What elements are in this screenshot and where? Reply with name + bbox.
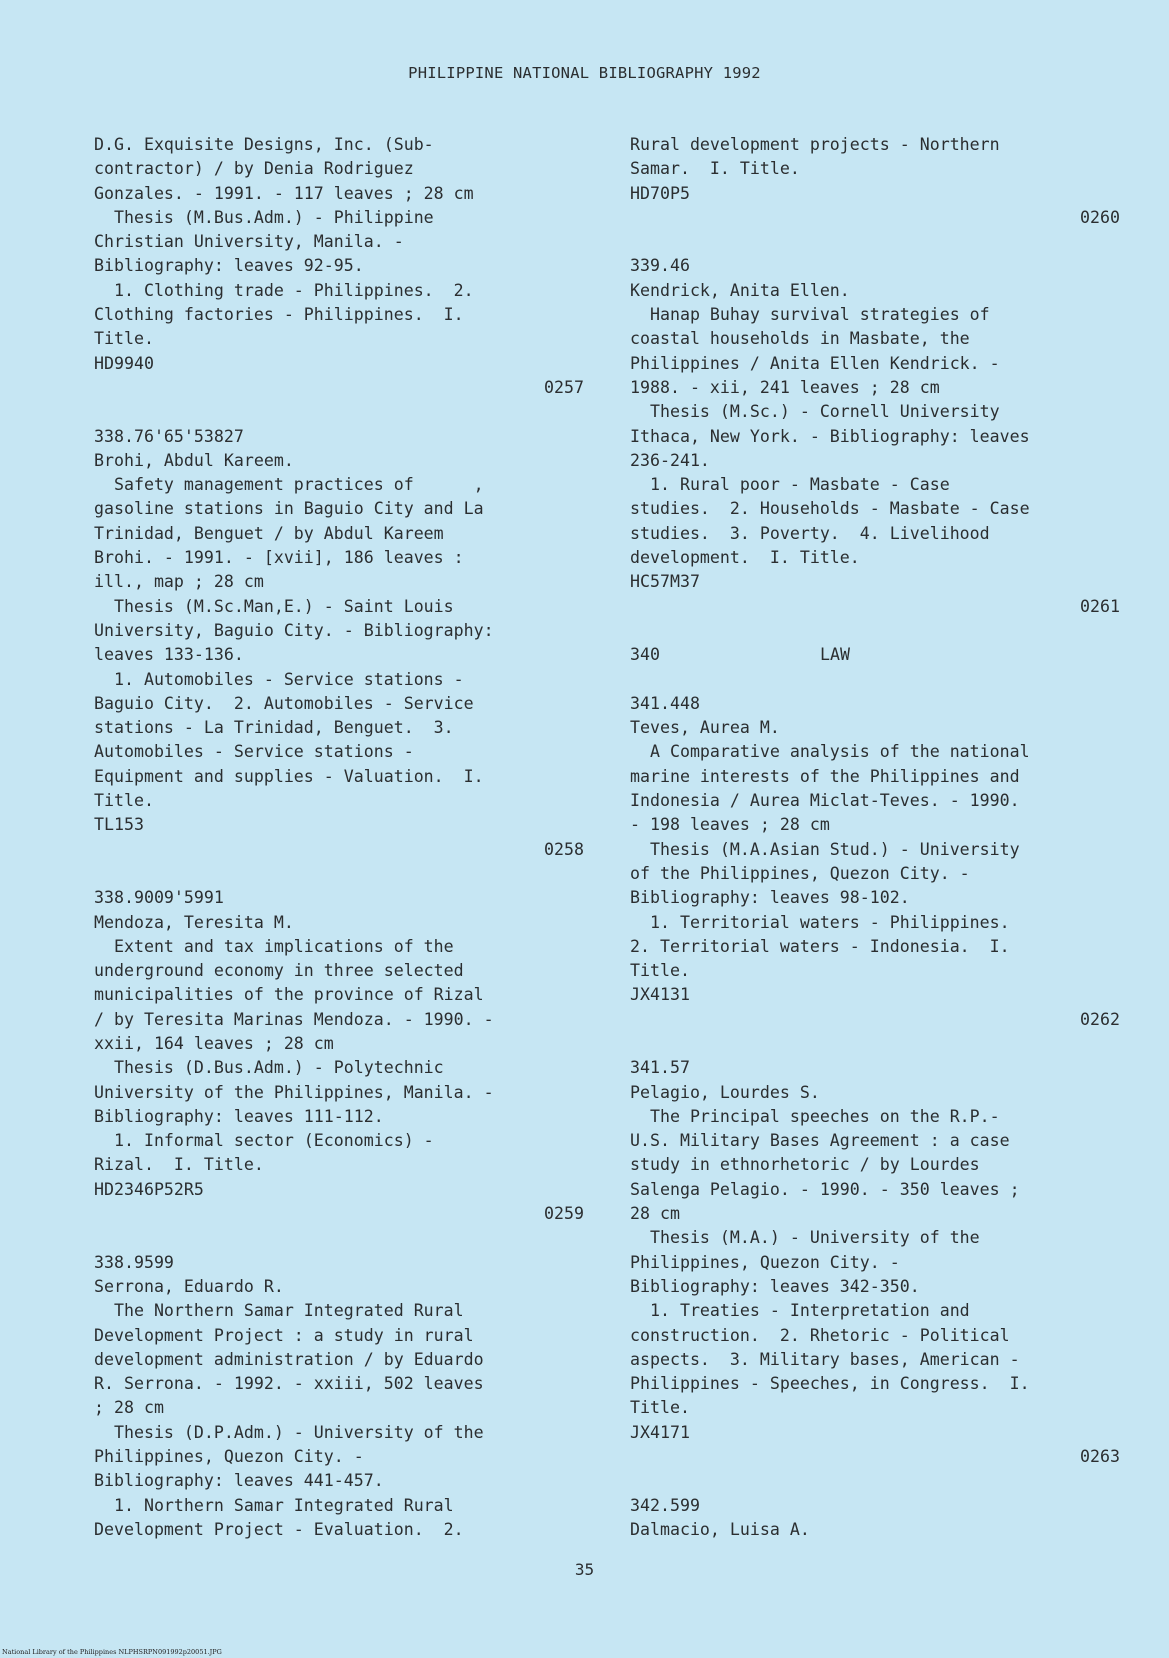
entry-line: JX4131 [630,985,690,1005]
entry-line: Indonesia / Aurea Miclat-Teves. - 1990. [630,791,1020,811]
entry-line: contractor) / by Denia Rodriguez [94,159,414,179]
entry-line: HD2346P52R5 [94,1179,204,1199]
entry-line: studies. 3. Poverty. 4. Livelihood [630,523,990,543]
entry-line: D.G. Exquisite Designs, Inc. (Sub- [94,135,434,154]
entry-line: Safety management practices of , [94,475,484,495]
entry-line: studies. 2. Households - Masbate - Case [630,499,1030,519]
entry-line: Samar. I. Title. [630,159,800,179]
entry-line: stations - La Trinidad, Benguet. 3. [94,718,454,738]
entry-line: xxii, 164 leaves ; 28 cm [94,1033,334,1053]
entry-line: HD9940 [94,353,154,373]
entry-line: gasoline stations in Baguio City and La [94,499,484,519]
entry-line: Philippines, Quezon City. - [94,1447,364,1467]
right-column [630,133,1120,1542]
entry-gap [94,862,584,886]
entry-line: Title. [630,1398,690,1418]
entry-number: 0262 [1080,1009,1120,1029]
entry-gap [630,619,1120,643]
entry-line: construction. 2. Rhetoric - Political [630,1325,1010,1345]
entry-line: leaves 133-136. [94,645,244,665]
entry-line: Rural development projects - Northern [630,135,1000,154]
entry-line: Development Project - Evaluation. 2. [94,1519,464,1539]
entry-line: study in ethnorhetoric / by Lourdes [630,1155,980,1175]
section-label: LAW [820,645,850,665]
entry-line: Dalmacio, Luisa A. [630,1519,810,1539]
entry-line: Trinidad, Benguet / by Abdul Kareem [94,523,444,543]
entry-gap [630,230,1120,254]
entry-line: of the Philippines, Quezon City. - [630,863,970,883]
entry-line: - 198 leaves ; 28 cm [630,815,830,835]
scan-footer: National Library of the Philippines NLPHSRPN091992p20051.JPG [2,1648,222,1656]
entry-line: The Principal speeches on the R.P.- [630,1106,1000,1126]
entry-line: Title. [94,329,154,349]
entry-line: Gonzales. - 1991. - 117 leaves ; 28 cm [94,183,474,203]
entry-line: Salenga Pelagio. - 1990. - 350 leaves ; [630,1179,1020,1199]
entry-line: 1. Informal sector (Economics) - [94,1131,434,1151]
entry-line: Thesis (M.Bus.Adm.) - Philippine [94,207,434,227]
entry-line: University, Baguio City. - Bibliography: [94,620,494,640]
entry-line: A Comparative analysis of the national [630,742,1030,762]
entry-line: TL153 [94,815,144,835]
entry-line: Thesis (M.Sc.Man,E.) - Saint Louis [94,596,454,616]
entry-line: 1988. - xii, 241 leaves ; 28 cm [630,377,940,397]
section-heading [630,643,1120,667]
entry-line: Title. [94,791,154,811]
entry-line: 28 cm [630,1204,680,1224]
entry-gap [94,1226,584,1250]
entry-line: Rizal. I. Title. [94,1155,264,1175]
entry-line: Thesis (M.A.) - University of the [630,1228,980,1248]
entry-line: Teves, Aurea M. [630,718,780,738]
entry-line: HD70P5 [630,183,690,203]
entry-line: Ithaca, New York. - Bibliography: leaves [630,426,1030,446]
entry-line: Brohi, Abdul Kareem. [94,450,294,470]
entry-number: 0260 [1080,207,1120,227]
entry-line: 338.9009'5991 [94,888,224,908]
entry-line: Philippines - Speeches, in Congress. I. [630,1374,1030,1394]
entry-line: Philippines, Quezon City. - [630,1252,900,1272]
entry-line: 1. Territorial waters - Philippines. [630,912,1010,932]
entry-line: 1. Northern Samar Integrated Rural [94,1495,454,1515]
entry-line: 342.599 [630,1495,700,1515]
entry-line: Pelagio, Lourdes S. [630,1082,820,1102]
entry-line: Title. [630,961,690,981]
entry-line: / by Teresita Marinas Mendoza. - 1990. - [94,1009,494,1029]
entry-number: 0263 [1080,1447,1120,1467]
entry-line: 338.76'65'53827 [94,426,244,446]
entry-line: Bibliography: leaves 92-95. [94,256,364,276]
entry-line: 338.9599 [94,1252,174,1272]
entry-line: Automobiles - Service stations - [94,742,414,762]
left-column [94,133,584,1542]
entry-line: Bibliography: leaves 98-102. [630,888,910,908]
entry-line: Hanap Buhay survival strategies of [630,305,990,325]
entry-gap [630,1032,1120,1056]
entry-gap [630,1469,1120,1493]
section-code: 340 [630,645,660,665]
entry-line: JX4171 [630,1422,690,1442]
entry-gap [630,668,1120,692]
entry-line: R. Serrona. - 1992. - xxiii, 502 leaves [94,1374,484,1394]
entry-line: Bibliography: leaves 342-350. [630,1276,920,1296]
entry-line: 1. Automobiles - Service stations - [94,669,464,689]
entry-line: HC57M37 [630,572,700,592]
page-number: 35 [574,1560,595,1579]
entry-line: coastal households in Masbate, the [630,329,970,349]
entry-line: underground economy in three selected [94,961,464,981]
page-header: PHILIPPINE NATIONAL BIBLIOGRAPHY 1992 [408,64,761,82]
entry-line: Thesis (M.A.Asian Stud.) - University [630,839,1020,859]
entry-line: U.S. Military Bases Agreement : a case [630,1131,1010,1151]
entry-line: Kendrick, Anita Ellen. [630,280,850,300]
entry-line: development administration / by Eduardo [94,1349,484,1369]
entry-number: 0257 [544,377,584,397]
entry-line: Baguio City. 2. Automobiles - Service [94,693,474,713]
entry-line: ; 28 cm [94,1398,164,1418]
entry-line: The Northern Samar Integrated Rural [94,1301,464,1321]
entry-line: 1. Treaties - Interpretation and [630,1301,970,1321]
entry-line: Thesis (D.Bus.Adm.) - Polytechnic [94,1058,444,1078]
entry-line: Bibliography: leaves 111-112. [94,1106,384,1126]
entry-number: 0259 [544,1204,584,1224]
entry-line: Brohi. - 1991. - [xvii], 186 leaves : [94,548,464,568]
entry-line: Development Project : a study in rural [94,1325,474,1345]
entry-line: 236-241. [630,450,710,470]
entry-line: municipalities of the province of Rizal [94,985,484,1005]
entry-line: ill., map ; 28 cm [94,572,264,592]
entry-line: Thesis (D.P.Adm.) - University of the [94,1422,484,1442]
entry-line: development. I. Title. [630,548,860,568]
entry-number: 0258 [544,839,584,859]
entry-number: 0261 [1080,596,1120,616]
entry-line: Christian University, Manila. - [94,232,404,252]
entry-line: Serrona, Eduardo R. [94,1276,284,1296]
entry-line: Mendoza, Teresita M. [94,912,294,932]
entry-line: aspects. 3. Military bases, American - [630,1349,1020,1369]
entry-line: 1. Rural poor - Masbate - Case [630,475,950,495]
entry-line: Equipment and supplies - Valuation. I. [94,766,484,786]
entry-line: 339.46 [630,256,690,276]
entry-line: Bibliography: leaves 441-457. [94,1471,384,1491]
entry-line: Extent and tax implications of the [94,936,454,956]
entry-line: marine interests of the Philippines and [630,766,1020,786]
entry-line: 341.448 [630,693,700,713]
entry-line: 341.57 [630,1058,690,1078]
entry-line: University of the Philippines, Manila. - [94,1082,494,1102]
entry-line: Clothing factories - Philippines. I. [94,305,464,325]
entry-line: Thesis (M.Sc.) - Cornell University [630,402,1000,422]
entry-line: 2. Territorial waters - Indonesia. I. [630,936,1010,956]
entry-line: 1. Clothing trade - Philippines. 2. [94,280,474,300]
entry-line: Philippines / Anita Ellen Kendrick. - [630,353,1000,373]
entry-gap [94,400,584,424]
